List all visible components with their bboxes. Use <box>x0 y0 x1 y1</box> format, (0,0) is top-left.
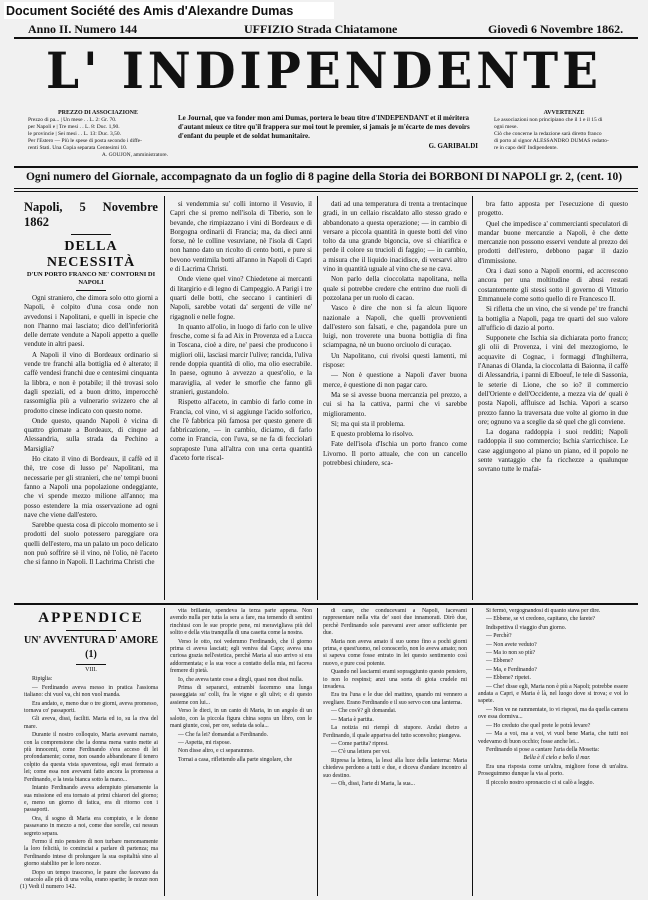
column-divider <box>472 608 473 896</box>
story-title-rule <box>76 664 106 665</box>
paragraph: In quanto all'olio, in luogo di farlo con le ulive fresche, come si fa ad Aix in Provenza ed a Lucca in Toscana, cioè a dire, ne' paesi che producono i migliori olii, lasciasi marcir l'ulive; rancida, l'uliva rende doppia quantità di olio, ma olio esecrabile. In paese, ognuno à avvezzo a quest'olio, e la maraviglia, al veder le smorfie che fanno gli stranieri, gustandolo. <box>170 322 312 396</box>
paragraph: Sì; ma qui sta il problema. <box>331 419 405 428</box>
article-column-2 <box>170 200 312 600</box>
paragraph: — Ebbene? <box>486 658 514 665</box>
masthead <box>0 38 648 106</box>
notice-box <box>494 110 634 152</box>
office-address: UFFIZIO Strada Chiatamone <box>244 22 398 36</box>
chapter-number: VIII. <box>85 667 97 673</box>
paragraph: La dogana raddoppia i suoi redditi; Napoli raddoppia il suo commercio; Ischia s'arricchisce. Le case aggiungono al piano un piano, ed il popolo ne sente vantaggio che fa ricchezze a qualunque sovrano tutte le mafai- <box>478 428 628 474</box>
paragraph: Ora, il sogno di Maria era compiuto, e le donne passavano in mezzo a noi, come due sorelle, cui nessun segreto separa. <box>24 815 158 837</box>
paragraph: Maria non aveva amato il suo uomo fino a pochi giorni prima, e quest'uomo, nel conoscerlo, non lo aveva amato; non si sapeva come fosse entrato in lei questo sentimento così nuovo, e pure così potente. <box>323 638 467 667</box>
paragraph: Fate dell'isola d'Ischia un porto franco come Livorno. Il porto attuale, che con un cancello potrebbesi chiudere, sca- <box>323 440 467 468</box>
supplement-bottom-rule-2 <box>14 191 638 192</box>
paragraph: Durante il nostro colloquio, Maria avevami narrato, con la comprensione che la donna mena vanto mette ai più innocenti, come Ferdinando s'era acceso di lei profondamente; come, non osando abbandonare il tenero colpito da questa vista spaventosa, egli erasi fermato a lei; come essa non avevami fatto ancora la promessa a Ferdinando, e la testa bianca sotto la mano... <box>24 732 158 783</box>
issue-date: Giovedì 6 Novembre 1862. <box>488 22 624 36</box>
paragraph: — Ma, e Ferdinando? <box>486 666 537 673</box>
paragraph: Era tra l'una e le due del mattino, quando mi vennero a svegliare. Erano Ferdinando e il suo servo con una lanterna. <box>323 692 467 706</box>
paragraph: Tornai a casa, riflettendo alla parte singolare, che <box>178 756 293 763</box>
paragraph: Un Napolitano, cui rivolsi questi lamenti, mi rispose: <box>323 351 467 370</box>
notice-line: Le associazioni non principiano che il 1 e il 15 di <box>494 117 603 123</box>
article-column-3 <box>323 200 467 600</box>
paragraph: E questo problema lo risolvo. <box>331 430 414 439</box>
paragraph: Quando nel lasciarmi erami sopraggiunto questo pensiero, io non lo respinsi; anzi una sorta di gioia crudele mi invadeva. <box>323 669 467 691</box>
article-dateline: Napoli, 5 Novembre 1862 <box>24 200 158 229</box>
paragraph: — Non è questione a Napoli d'aver buona merce, è questione di non pagar caro. <box>323 371 467 389</box>
issue-number: Anno II. Numero 144 <box>28 22 138 36</box>
paragraph: — Oh, dissi, l'arte di Maria, la sua... <box>331 780 415 787</box>
notice-line: re in capo dell' Indipendente. <box>494 145 558 151</box>
paragraph: — Che! disse egli, Maria non è più a Napoli; potrebbe essere andata a Capri, e Maria è là, nel luogo dove si trova; e voi lo sapete. <box>478 683 628 705</box>
paragraph: Io, che aveva tante cose a dirgli, quasi non dissi nulla. <box>178 676 303 683</box>
archive-banner <box>4 2 334 19</box>
paragraph: — Ferdinando aveva messo in pratica l'assioma italiano: chi vuol va, chi non vuol manda. <box>24 684 158 699</box>
paragraph: Si fermò, vergognandosi di quanto stava per dire. <box>486 608 601 614</box>
column-divider <box>472 196 473 600</box>
subscription-heading: PREZZO DI ASSOCIAZIONE <box>57 110 139 116</box>
paragraph: — Maria è partita. <box>331 716 374 723</box>
subscription-line: Prezzo di pa... | Un mese . . L. 2: Gr. 70. <box>28 117 117 123</box>
masthead-title: L' INDIPENDENTE <box>46 42 602 101</box>
paragraph: Fermo il mio pensiero di non turbare menomamente la loro felicità, io cominciai a parlare di partenza; ma Ferdinando intese di prolungare la sua ospitalità sino al giorno stabilito per le loro nozze. <box>24 838 158 868</box>
paragraph: Il piccolo nostro spronaccio ci si calò a leggio. <box>486 779 595 786</box>
subscription-line: per Napoli e | Tre mesi . . L. 8: Duc. 1,90. <box>28 124 120 130</box>
motto-text: Le Journal, que va fonder mon ami Dumas, portera le beau titre d'INDEPENDANT et il méritera d'autant mieux ce titre qu'il frappera sur moi tout le premier, si jamais je m'écarte de mes devoirs d'enfant du peuple et de soldat humanitaire. <box>178 114 470 140</box>
paragraph: — Non ve ne rammentate, io vi risposi, ma da quella camera ove essa dormiva... <box>478 706 628 721</box>
title-rule <box>76 290 106 291</box>
appendice-rule <box>14 603 638 605</box>
paragraph: — Perchè? <box>486 633 512 640</box>
paragraph: Prima di separarci, entrambi facemmo una lunga passeggiata su' colli, fra le vigne e gli ulivi; e di questo assieme con lui... <box>170 685 312 706</box>
footnote: (1) Vedi il numero 142. <box>20 884 77 890</box>
appendice-column-2 <box>170 608 312 896</box>
paragraph: Non parlo della cioccolatta napolitana, nella quale si potrebbe credere che entrino due ruoli di pozzolana per un ruolo di cacao. <box>323 275 467 302</box>
subscription-line: renti Stati. Una Copia separata Centesimi 10. <box>28 145 128 151</box>
supplement-bottom-rule <box>14 188 638 189</box>
paragraph: Intanto Ferdinando aveva adempiuto pienamente la sua missione ed era tornato ai primi chiarori del giorno; e, meno un giorno di fatica, era di ritorno con i passaporti. <box>24 785 158 814</box>
story-title: UN' AVVENTURA D' AMORE (1) <box>24 635 158 660</box>
paragraph: — Ma a voi, ma a voi, vi vuol bene Maria, che tutti noi vedevamo di buon occhio; fosse anche lei... <box>478 731 628 745</box>
appendice-column-3 <box>323 608 467 896</box>
appendice-column-4 <box>478 608 628 896</box>
article-column-1 <box>24 200 158 600</box>
paragraph: Era una risposta come un'altra, migliore forse di un'altra. Proseguimmo dunque la via al porto. <box>478 763 628 778</box>
paragraph: Rispetto all'aceto, in cambio di farlo come in Francia, col vino, vi si aggiunge l'acido solforico, che l'è fabbrica più famosa per questo genere di fabbricazione, — in cambio, diciamo, di farlo come in Francia, con l'uva, se ne fa di fecciolari sopraposte l'una all'altra con una certa quantità d'aceto forte riscal- <box>170 398 312 463</box>
paragraph: Supponete che Ischia sia dichiarata porto franco; gli olii di Provenza, i vini del mezzogiorno, le acquavite di Cognac, i formaggi d'Inghilterra, l'Ananas di Olanda, la cioccolatta di Baionna, il caffè di Alessandria, i panni di Elboeuf, le tele di Sassonia, le seterie di Lione, che so io? il commercio dell'Oriente e dell'Occidente, a mezza via de' quali è posta Napoli, affluisce ad Ischia. Vapori a scarso prezzo fanno la traversata due volte al giorno in due ore; ognuno va a sceglie da sè quel che gli conviene. <box>478 334 628 426</box>
paragraph: A Napoli il vino di Bordeaux ordinario si vende tre franchi alla bottiglia ed è alterato; il caffè vendesi franchi due e centesimi cinquanta la libbra, e non è potabile; il thè trovasi solo dagli speziali, ed a buon dritto, imperocchè rassomiglia più a vulnerario svizzero che al prodotto cinese indicato con questo nome. <box>24 350 158 415</box>
motto-signature: G. GARIBALDI <box>428 142 478 151</box>
dateline-rule <box>71 234 111 235</box>
paragraph: Ferdinando si pose a cantare l'aria della Mosetta: <box>486 746 600 753</box>
subscription-line: Per l'Estero — Più le spese di posta secondo i diffe- <box>28 138 142 144</box>
paragraph: Verso le otto, noi vedemmo Ferdinando, che il giorno prima ci aveva lasciati; egli veniva dal Capo; aveva una curiosa grazia nell'estetica, perchè Maria al suo arrivo si era addormentata; e la sua voce a contatto della mia, mi faceva fremere di pietà. <box>170 638 312 675</box>
paragraph: Ripresa la lettera, la lessi alla luce della lanterna: Maria chiedeva perdono a tutti e due, e diceva d'andare incontro al suo destino. <box>323 757 467 779</box>
paragraph: Verso le dieci, in un canto di Maria, in un angolo di un salotto, con la piccola figura china sopra un libro, con le mani giunte, così, per ore, seduta da sola... <box>170 708 312 730</box>
notice-line: di porto al signor ALESSANDRO DUMAS redatto- <box>494 138 609 144</box>
paragraph: — C'è una lettera per voi. <box>331 749 391 756</box>
paragraph: — Aspetta, mi rispose. <box>178 739 231 746</box>
notice-heading: AVVERTENZE <box>543 110 585 116</box>
paragraph: Dopo un tempo trascorso, le paure che facevano da ostacolo alle più di una volta, erano sparite; le nozze non <box>24 869 158 882</box>
paragraph: — Ma io non so più? <box>486 650 536 657</box>
appendice-heading: APPENDICE <box>38 610 144 626</box>
article-column-4 <box>478 200 628 600</box>
paragraph: Ora i dazi sono a Napoli enormi, ed accrescono ancora per una moltitudine di abusi restati costantemente gli stessi sotto il governo di Vittorio Emmanuele come sotto quello di re Francesco II. <box>478 267 628 303</box>
column-divider <box>317 196 318 600</box>
masthead-bottom-rule <box>14 166 638 168</box>
paragraph: La notizia mi riempì di stupore. Andai dietro a Ferdinando, il quale appariva del tutto sconvolto; piangeva. <box>323 725 467 739</box>
paragraph: Onde viene quel vino? Chiedetene ai mercanti di litargirio e di legno di Campeggio. A Parigi i tre quarti delle botti, che seccano i cantinieri di Napoli, sarebbe votati da' sergenti de ville ne' rigagnoli e nelle fogne. <box>170 275 312 321</box>
paragraph: Vasco è dire che non si fa alcun liquore nazionale a Napoli, che quelli provvenienti dall'estero son falsati, e che, pagandola pure un luigi, non troverete una buona bottiglia di fina sciampagna, nè un buono orciuolo di curaçao. <box>323 304 467 350</box>
paragraph: si vendemmia su' colli intorno il Vesuvio, il Capri che si premo nell'isola di Tiberio, son le bevande, che rimpiazzano i vini di Bordeaux e di Borgogna ordinarii di Francia; ma, da dieci anni forse, nè le colline vesuviane, nè l'isola di Capri non hanno dato un ricolto di cento botti, e pure si bevono ventimila botti all'anno in Napoli di Capri e di Lacrima Christi. <box>170 200 312 274</box>
paragraph: Ogni straniero, che dimora solo otto giorni a Napoli, è colpito d'una cosa onde non avvedonsi i Napolitani, e quelli in ispecie che non l'hanno mai lasciato; dico dell'inferiorità delle derrate vendute a Napoli appetto a quelle vendute in altri paesi. <box>24 294 158 349</box>
paragraph: Sarebbe questa cosa di piccolo momento se i prodotti del suolo potessero pareggiare ora quelli dell'estero, ma un palato un poco delicato non può soffrire sè il vino, nè l'olio, nè l'aceto che si fanno in Napoli. Il Lachrima Christi che <box>24 521 158 567</box>
paragraph: Quel che impedisce a' commercianti speculatori di mandar buone mercanzie a Napoli, è che dette mercanzie non possono esservi vendute al prezzo dei prodotti dell'estero, debbono pagar il dazio d'immissione. <box>478 219 628 265</box>
paragraph: Ripiglia: <box>32 676 53 683</box>
subscription-box <box>28 110 168 159</box>
article-subtitle: D'UN PORTO FRANCO NE' CONTORNI DI NAPOLI <box>26 271 156 286</box>
paragraph: di cane, che conducevami a Napoli, facevami rappresentare nella vita de' suoi due innamorati. Dirò due, perchè Ferdinando sole parevami aver amor sufficiente per due. <box>323 608 467 637</box>
archive-banner-text: Document Société des Amis d'Alexandre Dumas <box>6 4 294 18</box>
notice-line: ogni mese. <box>494 124 518 130</box>
paragraph: — Ebbene, se vi credono, capitano, che farete? <box>486 616 596 623</box>
notice-line: Ciò che concerne la redazione sarà diretto franco <box>494 131 602 137</box>
column-divider <box>164 608 165 896</box>
paragraph: Era andato, e, meno due o tre giorni, aveva promesso, tornava co' passaporti. <box>24 700 158 715</box>
paragraph: Onde questo, quando Napoli è vicina di quattro giornate a Bordeaux, di cinque ad Alessandria, sulla strada da Pechino a Marsiglia? <box>24 416 158 453</box>
paragraph: Bella è il cielo e bello il mar. <box>523 755 591 762</box>
paragraph: Indispettiva il viaggio d'un giorno. <box>486 624 567 631</box>
column-divider <box>164 196 165 600</box>
paragraph: — Che cos'è? gli domandai. <box>331 708 397 715</box>
paragraph: Gli aveva, dissi, faciliti. Maria ed io, su la riva del mare. <box>24 716 158 730</box>
appendice-heading-rule <box>66 630 116 631</box>
issue-info-line <box>0 22 648 36</box>
paragraph: bra fatto apposta per l'esecuzione di questo progetto. <box>478 200 628 218</box>
paragraph: — Ho creduto che quel prete le potrà levare? <box>486 722 591 729</box>
supplement-line: Ogni numero del Giornale, accompagnato da un foglio di 8 pagine della Storia dei BORBONI DI NAPOLI gr. 2, (cent. 10) <box>25 171 623 183</box>
article-title: DELLA NECESSITÀ <box>46 239 136 270</box>
paragraph: Ma se si avesse buona mercanzia pel prezzo, a cui si ha la cattiva, parmi che vi sarebbe miglioramento. <box>323 390 467 418</box>
paragraph: — Come partita? ripresi. <box>331 740 389 747</box>
paragraph: Non disse altro, e ci separammo. <box>178 748 254 755</box>
paragraph: dati ad una temperatura di trenta a trentacinque gradi, in un cellaio riscaldato allo stesso grado e abbandonato a questa operazione; — in cambio di versare a piccola quantità in queste botti del vino tolto da una grande bigoncia, ove si chiarifica e perde il colore su trucioli di faggio; — in cambio, a misura che il liquido inacidisce, di versarvi altro vino in quantità uguale al vino che se ne cava. <box>323 200 467 274</box>
appendice-column-1 <box>24 608 158 882</box>
paragraph: Si rifletta che un vino, che si vende pe' tre franchi la bottiglia a Napoli, paga tre quarti del suo valore all'ufficio di dazio al porto. <box>478 305 628 332</box>
paragraph: — Non avete veduto? <box>486 641 537 648</box>
paragraph: vita brillante, spendeva la terza parte appena. Non avendo nulla per tutta la sera a fare, ma temendo di sentirsi rinchiusi con le sue proprie pene, mi meravigliava più del solito e della vita tranquilla di una casetta come la nostra. <box>170 608 312 637</box>
paragraph: — Che fa lei? domandai a Ferdinando. <box>178 731 268 738</box>
subscription-line: A. GOUJON, amministratore. <box>101 152 168 158</box>
column-divider <box>317 608 318 896</box>
paragraph: Ho citato il vino di Bordeaux, il caffè ed il thè, tre cose di lusso pe' Napolitani, ma necessarie per gli stranieri, che ne' tempi buoni fanno a Napoli una popolazione ondeggiante, che vi spende mezzo milione all'anno; ma posso estendere la mia osservazione ad ogni nave che viene dall'estero. <box>24 455 158 519</box>
subscription-line: le provincie | Sei mesi . . L. 13: Duc. 3,50. <box>28 131 122 137</box>
paragraph: — Ebbene? ripetei. <box>486 675 531 682</box>
garibaldi-motto <box>178 114 478 151</box>
